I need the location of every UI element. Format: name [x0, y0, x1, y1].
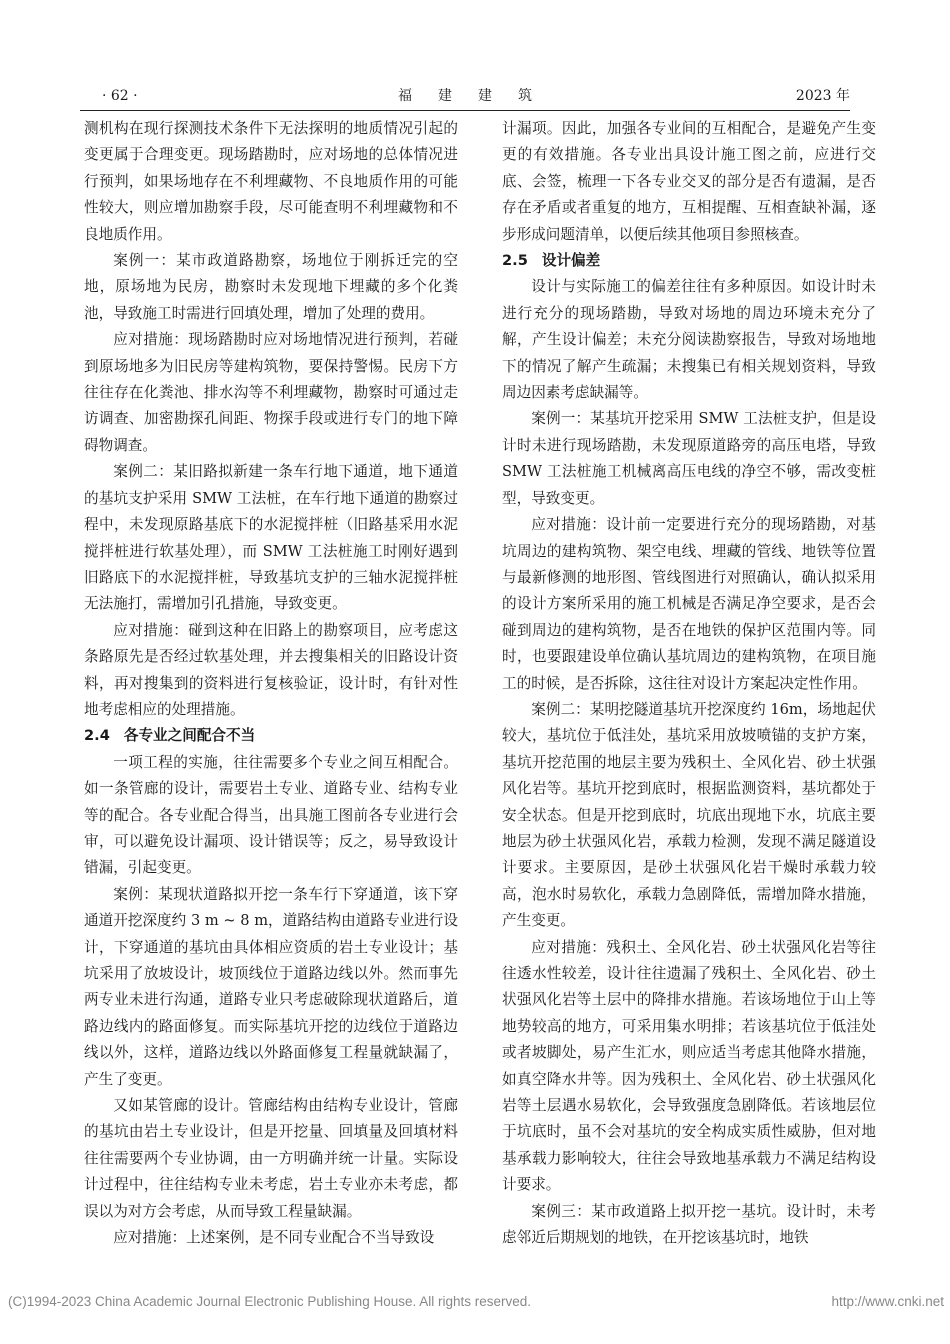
paragraph: 计漏项。因此，加强各专业间的互相配合，是避免产生变更的有效措施。各专业出具设计施工图之前，应进行交底、会签，梳理一下各专业交叉的部分是否有遗漏，是否存在矛盾或者重复的地方，互相提醒、互相查缺补漏，逐步形成问题清单，以便后续其他项目参照核查。: [502, 120, 876, 243]
paragraph: 案例一：某市政道路勘察，场地位于刚拆迁完的空地，原场地为民房，勘察时未发现地下埋藏的多个化粪池，导致施工时需进行回填处理，增加了处理的费用。: [84, 252, 458, 322]
paragraph: 案例二：某明挖隧道基坑开挖深度约 16m，场地起伏较大，基坑位于低洼处，基坑采用放坡喷锚的支护方案，基坑开挖范围的地层主要为残积土、全风化岩、砂土状强风化岩等。基坑开挖到底时，根据监测资料，基坑都处于安全状态。但是开挖到底时，坑底出现地下水，坑底主要地层为砂土状强风化岩，承载力检测，发现不满足隧道设计要求。主要原因，是砂土状强风化岩干燥时承载力较高，泡水时易软化，承载力急剧降低，需增加降水措施，产生变更。: [502, 700, 876, 930]
paragraph: 应对措施：残积土、全风化岩、砂土状强风化岩等往往透水性较差，设计往往遗漏了残积土、全风化岩、砂土状强风化岩等土层中的降排水措施。若该场地位于山上等地势较高的地方，可采用集水明排；若该基坑位于低洼处或者坡脚处，易产生汇水，则应适当考虑其他降水措施，如真空降水井等。因为残积土、全风化岩、砂土状强风化岩等土层遇水易软化，会导致强度急剧降低。若该地层位于坑底时，虽不会对基坑的安全构成实质性威胁，但对地基承载力影响较大，往往会导致地基承载力不满足结构设计要求。: [502, 938, 876, 1194]
paragraph: 测机构在现行探测技术条件下无法探明的地质情况引起的变更属于合理变更。现场踏勘时，应对场地的总体情况进行预判，如果场地存在不利埋藏物、不良地质作用的可能性较大，则应增加勘察手段，尽可能查明不利埋藏物和不良地质作用。: [84, 120, 458, 243]
paragraph: 一项工程的实施，往往需要多个专业之间互相配合。如一条管廊的设计，需要岩土专业、道路专业、结构专业等的配合。各专业配合得当，出具施工图前各专业进行会审，可以避免设计漏项、设计错误等；反之，易导致设计错漏，引起变更。: [84, 753, 458, 877]
paragraph: 应对措施：设计前一定要进行充分的现场踏勘，对基坑周边的建构筑物、架空电线、埋藏的管线、地铁等位置与最新修测的地形图、管线图进行对照确认，确认拟采用的设计方案所采用的施工机械是否满足净空要求，是否会碰到周边的建构筑物，是否在地铁的保护区范围内等。同时，也要跟建设单位确认基坑周边的建构筑物，在项目施工的时候，是否拆除，这往往对设计方案起决定性作用。: [502, 516, 876, 692]
paragraph: 又如某管廊的设计。管廊结构由结构专业设计，管廊的基坑由岩土专业设计，但是开挖量、回填量及回填材料往往需要两个专业协调，由一方明确并统一计量。实际设计过程中，往往结构专业未考虑，岩土专业亦未考虑，都误以为对方会考虑，从而导致工程量缺漏。: [84, 1097, 458, 1220]
header-rule: [80, 110, 850, 111]
footer: [0, 1294, 950, 1316]
journal-name: 福建建筑: [398, 88, 558, 104]
section-number: 2.5: [502, 252, 528, 270]
paragraph: 设计与实际施工的偏差往往有多种原因。如设计时未进行充分的现场踏勘，导致对场地的周边环境未充分了解，产生设计偏差；未充分阅读勘察报告，导致对场地地下的情况了解产生疏漏；未搜集已有相关规划资料，导致周边因素考虑缺漏等。: [502, 278, 876, 402]
paragraph: 应对措施：碰到这种在旧路上的勘察项目，应考虑这条路原先是否经过软基处理，并去搜集相关的旧路设计资料，再对搜集到的资料进行复核验证，设计时，有针对性地考虑相应的处理措施。: [84, 621, 458, 718]
paragraph: 案例二：某旧路拟新建一条车行地下通道，地下通道的基坑支护采用 SMW 工法桩，在车行地下通道的勘察过程中，未发现原路基底下的水泥搅拌桩（旧路基采用水泥搅拌桩进行软基处理），而 SMW 工法桩施工时刚好遇到旧路底下的水泥搅拌桩，导致基坑支护的三轴水泥搅拌桩无法施打，需增加引孔措施，导致变更。: [84, 463, 458, 613]
section-title: 设计偏差: [541, 252, 601, 270]
section-number: 2.4: [84, 727, 110, 745]
footer-url[interactable]: http://www.cnki.net: [831, 1294, 944, 1309]
publication-year: 2023 年: [795, 88, 850, 104]
page-header: [80, 84, 850, 108]
section-title: 各专业之间配合不当: [123, 727, 256, 745]
paragraph: 案例：某现状道路拟开挖一条车行下穿通道，该下穿通道开挖深度约 3 m ~ 8 m，道路结构由道路专业进行设计，下穿通道的基坑由具体相应资质的岩土专业设计；基坑采用了放坡设计，坡顶线位于道路边线以外。然而事先两专业未进行沟通，道路专业只考虑破除现状道路后，道路边线内的路面修复。而实际基坑开挖的边线位于道路边线以外，这样，道路边线以外路面修复工程量就缺漏了，产生了变更。: [84, 885, 458, 1088]
section-heading: [502, 248, 876, 274]
left-column: [84, 116, 458, 1251]
paragraph: 应对措施：现场踏勘时应对场地情况进行预判，若碰到原场地多为旧民房等建构筑物，要保持警惕。民房下方往往存在化粪池、排水沟等不利埋藏物，勘察时可通过走访调查、加密勘探孔间距、物探手段或进行专门的地下障碍物调查。: [84, 331, 458, 454]
paragraph: 案例一：某基坑开挖采用 SMW 工法桩支护，但是设计时未进行现场踏勘，未发现原道路旁的高压电塔，导致 SMW 工法桩施工机械离高压电线的净空不够，需改变桩型，导致变更。: [502, 410, 876, 507]
section-heading: [84, 723, 458, 749]
paragraph: 案例三：某市政道路上拟开挖一基坑。设计时，未考虑邻近后期规划的地铁，在开挖该基坑时，地铁: [502, 1202, 876, 1247]
copyright-notice: (C)1994-2023 China Academic Journal Electronic Publishing House. All rights reserved.: [8, 1294, 532, 1309]
paragraph: 应对措施：上述案例，是不同专业配合不当导致设: [113, 1229, 435, 1247]
right-column: [502, 116, 876, 1251]
page-number: · 62 ·: [102, 88, 138, 104]
